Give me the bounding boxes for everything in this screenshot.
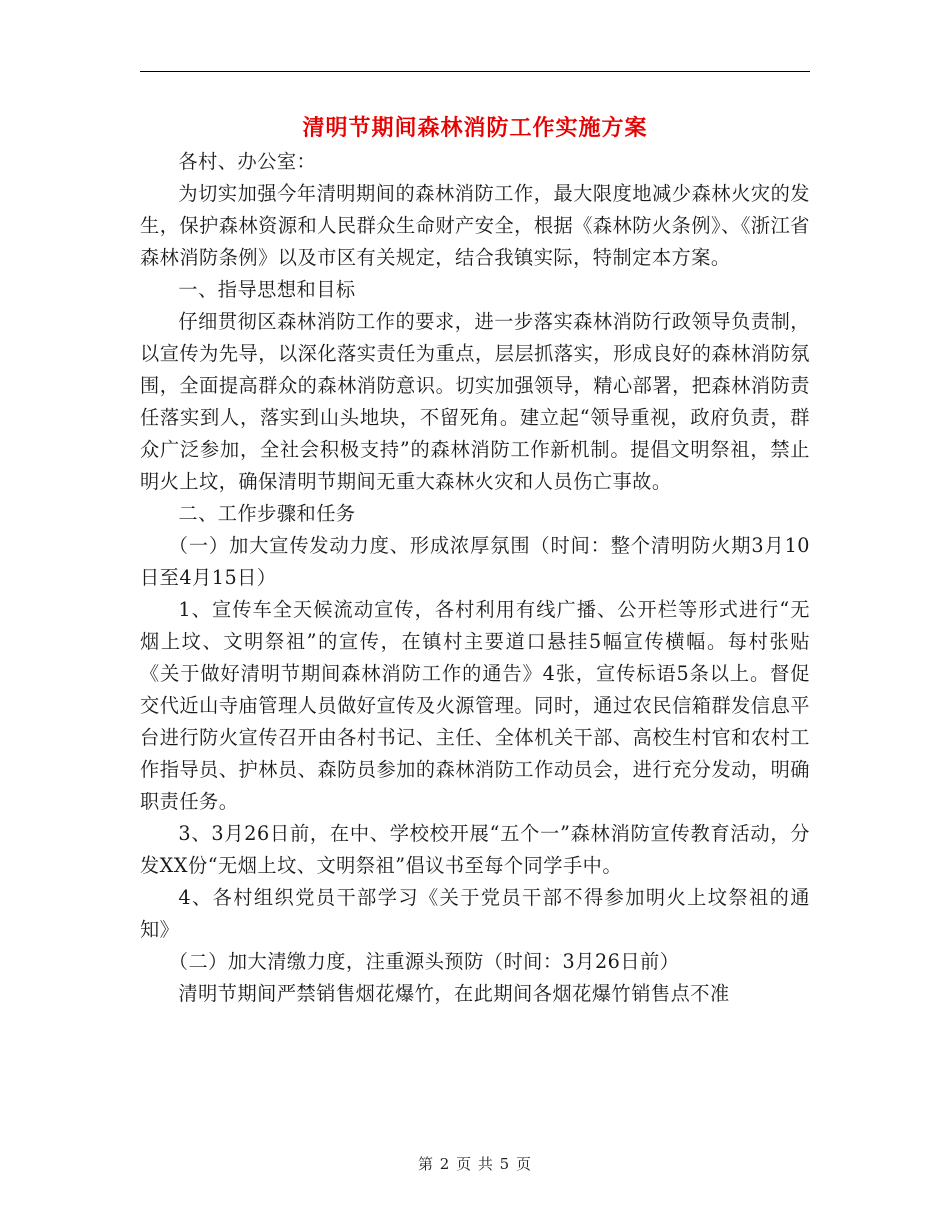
section-heading-1: 一、指导思想和目标 <box>178 278 356 301</box>
document-title: 清明节期间森林消防工作实施方案 <box>302 115 648 141</box>
paragraph-fireworks: 清明节期间严禁销售烟花爆竹，在此期间各烟花爆竹销售点不准 <box>178 982 730 1005</box>
paragraph-intro: 为切实加强今年清明期间的森林消防工作，最大限度地减少森林火灾的发生，保护森林资源和人民群众生命财产安全，根据《森林防火条例》、《浙江省森林消防条例》以及市区有关规定，结合我镇实际，特制定本方案。 <box>140 182 810 269</box>
document-body <box>140 146 810 1010</box>
section-heading-2: 二、工作步骤和任务 <box>178 502 356 525</box>
paragraph-guiding-ideas: 仔细贯彻区森林消防工作的要求，进一步落实森林消防行政领导负责制，以宣传为先导，以深化落实责任为重点，层层抓落实，形成良好的森林消防氛围，全面提高群众的森林消防意识。切实加强领导，精心部署，把森林消防责任落实到人，落实到山头地块，不留死角。建立起“领导重视，政府负责，群众广泛参加，全社会积极支持”的森林消防工作新机制。提倡文明祭祖，禁止明火上坟，确保清明节期间无重大森林火灾和人员伤亡事故。 <box>140 310 810 493</box>
paragraph-item-1: 1、宣传车全天候流动宣传，各村利用有线广播、公开栏等形式进行“无烟上坟、文明祭祖”的宣传，在镇村主要道口悬挂5幅宣传横幅。每村张贴《关于做好清明节期间森林消防工作的通告》4张，宣传标语5条以上。督促交代近山寺庙管理人员做好宣传及火源管理。同时，通过农民信箱群发信息平台进行防火宣传召开由各村书记、主任、全体机关干部、高校生村官和农村工作指导员、护林员、森防员参加的森林消防工作动员会，进行充分发动，明确职责任务。 <box>140 598 810 813</box>
paragraph-item-3: 3、3月26日前，在中、学校校开展“五个一”森林消防宣传教育活动，分发XX份“无烟上坟、文明祭祖”倡议书至每个同学手中。 <box>140 822 810 877</box>
header-rule <box>140 71 810 72</box>
paragraph-item-4: 4、各村组织党员干部学习《关于党员干部不得参加明火上坟祭祖的通知》 <box>140 886 810 941</box>
subsection-heading-1: （一）加大宣传发动力度、形成浓厚氛围（时间：整个清明防火期3月10日至4月15日） <box>140 534 810 589</box>
paragraph-salutation: 各村、办公室： <box>178 150 317 173</box>
subsection-heading-2: （二）加大清缴力度，注重源头预防（时间：3月26日前） <box>168 950 680 973</box>
page-number: 第 2 页 共 5 页 <box>418 1155 532 1173</box>
